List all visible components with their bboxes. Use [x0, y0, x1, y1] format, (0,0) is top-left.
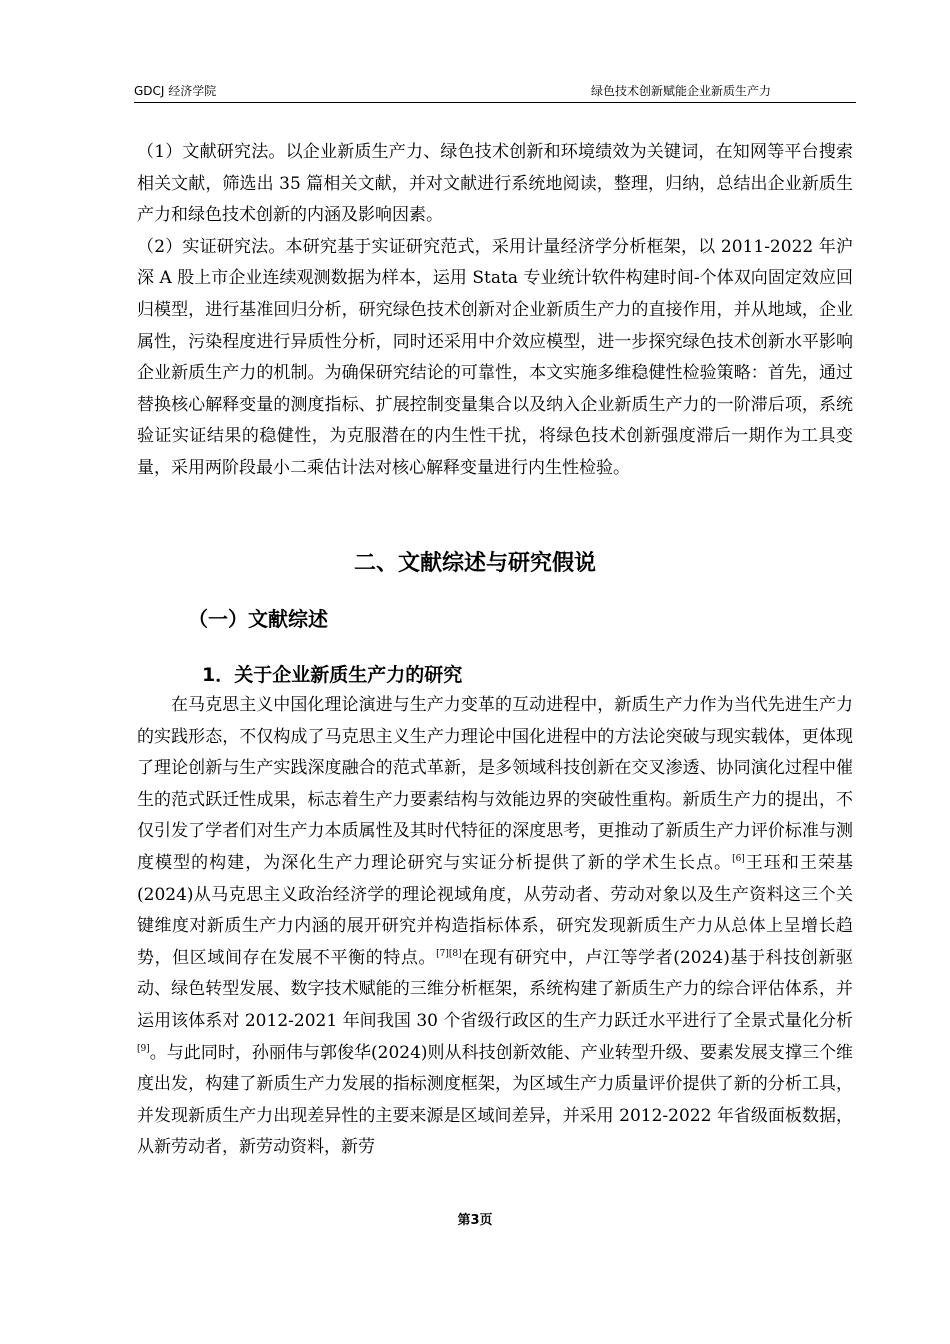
paragraph-text-1: 在马克思主义中国化理论演进与生产力变革的互动进程中，新质生产力作为当代先进生产力的实践形态，不仅构成了马克思主义生产力理论中国化进程中的方法论突破与现实载体，更体现了理论创新与生产实践深度融合的范式革新，是多领域科技创新在交叉渗透、协同演化过程中催生的范式跃迁性成果，标志着生产力要素结构与效能边界的突破性重构。新质生产力的提出，不仅引发了学者们对生产力本质属性及其时代特征的深度思考，更推动了新质生产力评价标准与测度模型的构建，为深化生产力理论研究与实证分析提供了新的学术生长点。: [137, 695, 853, 873]
page-number: 第3页: [457, 1213, 493, 1228]
literature-paragraph: [137, 690, 853, 1164]
page-header: [134, 80, 856, 103]
paragraph-text-2: 王珏和王荣基(2024)从马克思主义政治经济学的理论视域角度，从劳动者、劳动对象以及生产资料这三个关键维度对新质生产力内涵的展开研究并构造指标体系，研究发现新质生产力从总体上呈增长趋势，但区域间存在发展不平衡的特点。: [137, 852, 854, 968]
header-institution: GDCJ 经济学院: [134, 84, 217, 98]
paragraph-text-4: 。与此同时，孙丽伟与郭俊华(2024)则从科技创新效能、产业转型升级、要素发展支撑三个维度出发，构建了新质生产力发展的指标测度框架，为区域生产力质量评价提供了新的分析工具，并发现新质生产力出现差异性的主要来源是区域间差异，并采用 2012-2022 年省级面板数据，从新劳动者，新劳动资料，新劳: [137, 1042, 853, 1158]
method-paragraph-1: （1）文献研究法。以企业新质生产力、绿色技术创新和环境绩效为关键词，在知网等平台搜索相关文献，筛选出 35 篇相关文献，并对文献进行系统地阅读，整理，归纳，总结出企业新质生产力和绿色技术创新的内涵及影响因素。: [137, 142, 853, 226]
citation-9: [9]: [137, 1043, 150, 1054]
header-title: 绿色技术创新赋能企业新质生产力: [590, 84, 771, 98]
literature-block: [137, 690, 853, 1164]
subsubsection-heading: 1．关于企业新质生产力的研究: [202, 664, 463, 686]
subsection-heading: （一）文献综述: [188, 607, 328, 631]
section-heading: 二、文献综述与研究假说: [353, 551, 596, 576]
intro-block: [137, 137, 853, 485]
citation-7-8: [7][8]: [436, 948, 462, 959]
citation-6: [6]: [732, 853, 745, 864]
paragraph-text-3: 在现有研究中，卢江等学者(2024)基于科技创新驱动、绿色转型发展、数字技术赋能的三维分析框架，系统构建了新质生产力的综合评估体系，并运用该体系对 2012-2021 年间我国 30 个省级行政区的生产力跃迁水平进行了全景式量化分析: [137, 947, 853, 1031]
method-paragraph-2: （2）实证研究法。本研究基于实证研究范式，采用计量经济学分析框架，以 2011-2022 年沪深 A 股上市企业连续观测数据为样本，运用 Stata 专业统计软件构建时间-个体双向固定效应回归模型，进行基准回归分析，研究绿色技术创新对企业新质生产力的直接作用，并从地域，企业属性，污染程度进行异质性分析，同时还采用中介效应模型，进一步探究绿色技术创新水平影响企业新质生产力的机制。为确保研究结论的可靠性，本文实施多维稳健性检验策略：首先，通过替换核心解释变量的测度指标、扩展控制变量集合以及纳入企业新质生产力的一阶滞后项，系统验证实证结果的稳健性，为克服潜在的内生性干扰，将绿色技术创新强度滞后一期作为工具变量，采用两阶段最小二乘估计法对核心解释变量进行内生性检验。: [137, 236, 853, 478]
